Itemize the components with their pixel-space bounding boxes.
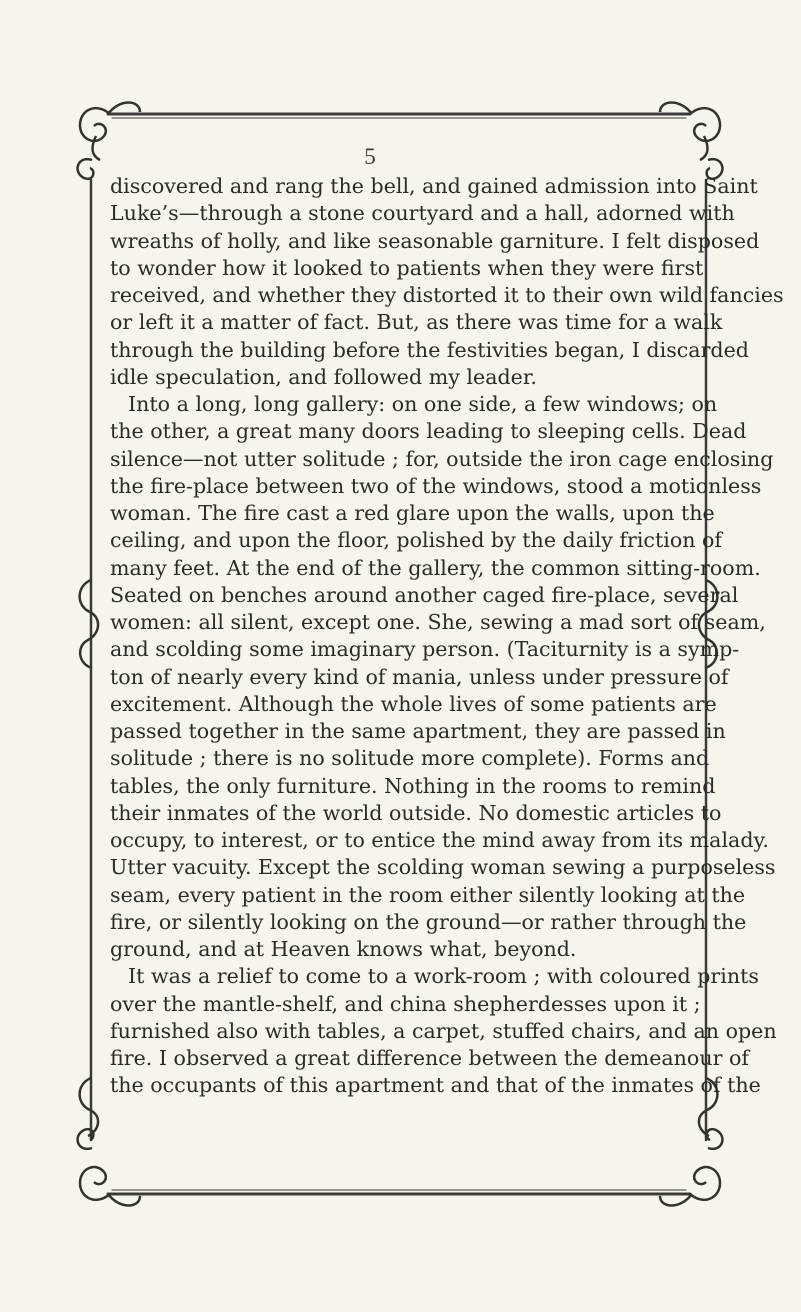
text-line: Utter vacuity. Except the scolding woman sewing a purposeless <box>110 855 776 880</box>
text-line: many feet. At the end of the gallery, the common sitting-room. <box>110 555 761 580</box>
text-line: fire. I observed a great difference between the demeanour of <box>110 1046 749 1070</box>
text-line: the occupants of this apartment and that of the inmates of the <box>110 1073 761 1098</box>
text-line: or left it a matter of fact. But, as there was time for a walk <box>110 310 723 335</box>
text-line: women: all silent, except one. She, sewing a mad sort of seam, <box>110 610 766 634</box>
text-line: furnished also with tables, a carpet, stuffed chairs, and an open <box>110 1018 777 1043</box>
text-line: Into a long, long gallery: on one side, a few windows; on <box>128 392 718 416</box>
text-line: It was a relief to come to a work-room ; with coloured prints <box>128 964 759 989</box>
text-line: wreaths of holly, and like seasonable garniture. I felt disposed <box>110 228 760 253</box>
text-line: discovered and rang the bell, and gained admission into Saint <box>110 174 758 198</box>
text-line: woman. The fire cast a red glare upon the walls, upon the <box>110 501 715 525</box>
text-line: idle speculation, and followed my leader. <box>110 364 537 389</box>
text-line: solitude ; there is no solitude more complete). Forms and <box>110 746 710 771</box>
page-number: 5 <box>364 144 376 169</box>
text-line: ceiling, and upon the floor, polished by the daily friction of <box>110 528 723 553</box>
text-line: received, and whether they distorted it to their own wild fancies <box>110 283 784 307</box>
text-line: and scolding some imaginary person. (Taciturnity is a symp- <box>110 637 740 662</box>
text-line: through the building before the festivities began, I discarded <box>110 337 749 362</box>
text-line: the fire-place between two of the windows, stood a motionless <box>110 473 762 498</box>
text-line: ton of nearly every kind of mania, unless under pressure of <box>110 664 729 689</box>
text-line: seam, every patient in the room either silently looking at the <box>110 882 746 907</box>
body-text <box>110 173 784 1100</box>
text-line: the other, a great many doors leading to sleeping cells. Dead <box>110 419 747 444</box>
text-line: passed together in the same apartment, they are passed in <box>110 719 726 743</box>
text-line: their inmates of the world outside. No domestic articles to <box>110 800 722 825</box>
text-line: to wonder how it looked to patients when they were first <box>110 255 704 280</box>
text-line: Seated on benches around another caged fire-place, several <box>110 582 739 607</box>
text-line: ground, and at Heaven knows what, beyond. <box>110 937 577 961</box>
text-line: excitement. Although the whole lives of some patients are <box>110 691 717 716</box>
side-scroll-ornament-left-icon <box>80 580 98 1136</box>
text-line: tables, the only furniture. Nothing in the rooms to remind <box>110 773 716 798</box>
text-line: occupy, to interest, or to entice the mind away from its malady. <box>110 828 769 852</box>
text-line: silence—not utter solitude ; for, outside the iron cage enclosing <box>110 446 774 471</box>
text-line: fire, or silently looking on the ground—or rather through the <box>110 909 747 934</box>
text-line: Luke’s—through a stone courtyard and a hall, adorned with <box>110 201 735 226</box>
text-line: over the mantle-shelf, and china shepherdesses upon it ; <box>110 991 701 1016</box>
